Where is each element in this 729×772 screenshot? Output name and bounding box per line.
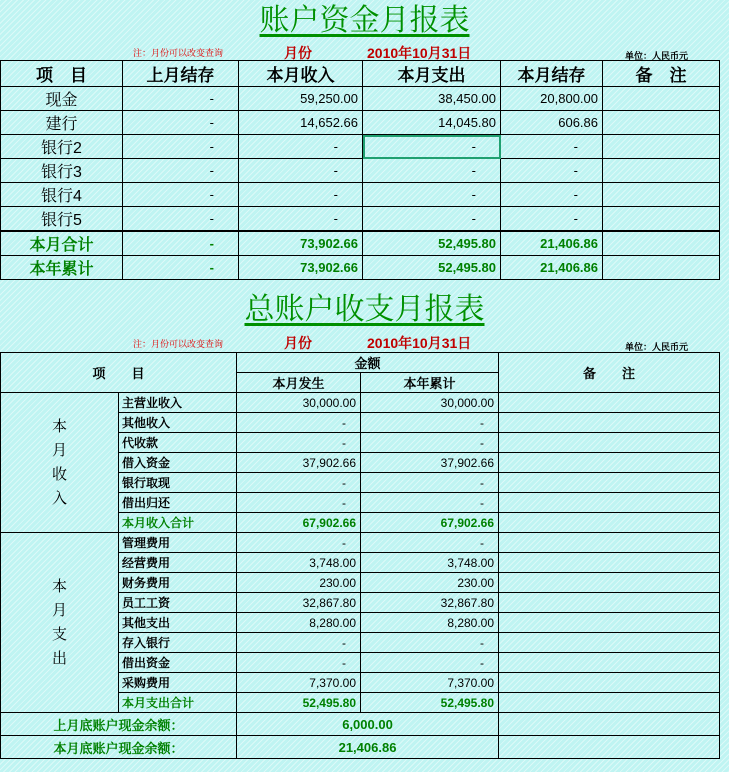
row-label[interactable]: 银行取现 [119, 473, 237, 493]
table-row [1, 87, 720, 111]
report2-note: 注：月份可以改变查询 [133, 339, 224, 349]
cell-remark[interactable] [499, 693, 720, 713]
header-prev-balance: 上月结存 [123, 61, 239, 87]
row-label[interactable]: 借入资金 [119, 453, 237, 473]
ledger-table [0, 352, 720, 759]
cell-month[interactable]: 7,370.00 [237, 673, 361, 693]
cell-remark[interactable] [499, 473, 720, 493]
cell-year[interactable]: 8,280.00 [361, 613, 499, 633]
report1-date[interactable]: 2010年10月31日 [367, 45, 472, 61]
cell-month[interactable]: - [237, 473, 361, 493]
row-label[interactable]: 管理费用 [119, 533, 237, 553]
curr-cash-label[interactable]: 本月底账户现金余额： [1, 736, 237, 759]
cell-prev[interactable]: - [123, 231, 239, 256]
cell-balance[interactable]: 20,800.00 [501, 87, 603, 111]
cell-month[interactable]: - [237, 653, 361, 673]
row-label[interactable]: 借出资金 [119, 653, 237, 673]
total-row [1, 231, 720, 256]
cell-remark[interactable] [603, 135, 720, 159]
cell-income[interactable]: - [239, 183, 363, 207]
cell-remark[interactable] [499, 393, 720, 413]
cell-month[interactable]: 8,280.00 [237, 613, 361, 633]
cell-prev[interactable]: - [123, 183, 239, 207]
cell-year[interactable]: 230.00 [361, 573, 499, 593]
cell-month[interactable]: 30,000.00 [237, 393, 361, 413]
cell-balance[interactable]: - [501, 135, 603, 159]
cell-prev[interactable]: - [123, 111, 239, 135]
cell-balance[interactable]: 21,406.86 [501, 231, 603, 256]
report2-unit: 单位：人民币元 [625, 342, 689, 352]
row-label[interactable]: 现金 [1, 87, 123, 111]
cell-prev[interactable]: - [123, 135, 239, 159]
cell-month[interactable]: 32,867.80 [237, 593, 361, 613]
cell-balance[interactable]: - [501, 159, 603, 183]
row-label[interactable]: 银行3 [1, 159, 123, 183]
cell-remark[interactable] [603, 87, 720, 111]
cell-year[interactable]: 67,902.66 [361, 513, 499, 533]
account-fund-table [0, 60, 720, 280]
cell-expense[interactable]: 52,495.80 [363, 256, 501, 280]
row-label[interactable]: 财务费用 [119, 573, 237, 593]
prev-cash-value[interactable]: 6,000.00 [237, 713, 499, 736]
cell-month[interactable]: 230.00 [237, 573, 361, 593]
row-label[interactable]: 建行 [1, 111, 123, 135]
cell-year[interactable]: 30,000.00 [361, 393, 499, 413]
cell-income[interactable]: 73,902.66 [239, 231, 363, 256]
cell-remark[interactable] [499, 673, 720, 693]
row-label[interactable]: 本月合计 [1, 231, 123, 256]
cell-year[interactable]: - [361, 533, 499, 553]
cell-expense[interactable]: - [363, 183, 501, 207]
cell-income[interactable]: - [239, 159, 363, 183]
cell-balance[interactable]: 606.86 [501, 111, 603, 135]
header-remark: 备 注 [603, 61, 720, 87]
income-group-label: 本 月 收 入 [1, 393, 119, 533]
cell-income[interactable]: - [239, 135, 363, 159]
row-label[interactable]: 主营业收入 [119, 393, 237, 413]
row-label[interactable]: 其他支出 [119, 613, 237, 633]
cell-balance[interactable]: - [501, 183, 603, 207]
expense-group-label: 本 月 支 出 [1, 533, 119, 713]
header-item: 项 目 [1, 353, 237, 393]
cell-year[interactable]: 7,370.00 [361, 673, 499, 693]
cell-remark[interactable] [499, 493, 720, 513]
header-month: 本月发生 [237, 373, 361, 393]
cell-prev[interactable]: - [123, 159, 239, 183]
row-label[interactable]: 本月收入合计 [119, 513, 237, 533]
cell-year[interactable]: 32,867.80 [361, 593, 499, 613]
row-label[interactable]: 本月支出合计 [119, 693, 237, 713]
header-amount: 金额 [237, 353, 499, 373]
cell-remark[interactable] [603, 256, 720, 280]
cell-expense[interactable]: 52,495.80 [363, 231, 501, 256]
report1-note: 注：月份可以改变查询 [133, 48, 224, 58]
cell-remark[interactable] [499, 453, 720, 473]
row-label[interactable]: 其他收入 [119, 413, 237, 433]
row-label[interactable]: 采购费用 [119, 673, 237, 693]
row-label[interactable]: 存入银行 [119, 633, 237, 653]
cell-balance[interactable]: 21,406.86 [501, 256, 603, 280]
cell-income[interactable]: 14,652.66 [239, 111, 363, 135]
row-label[interactable]: 员工工资 [119, 593, 237, 613]
header-item: 项 目 [1, 61, 123, 87]
table-row [1, 533, 720, 553]
cell-remark[interactable] [603, 111, 720, 135]
cell-year[interactable]: - [361, 633, 499, 653]
header-month-expense: 本月支出 [363, 61, 501, 87]
cell-prev[interactable]: - [123, 87, 239, 111]
total-row [1, 256, 720, 280]
cell-income[interactable]: 59,250.00 [239, 87, 363, 111]
prev-cash-label[interactable]: 上月底账户现金余额： [1, 713, 237, 736]
table-row [1, 111, 720, 135]
cell-remark[interactable] [603, 207, 720, 232]
cell-remark[interactable] [603, 159, 720, 183]
report2-date[interactable]: 2010年10月31日 [367, 335, 472, 351]
cell-year[interactable]: 52,495.80 [361, 693, 499, 713]
cell-remark[interactable] [499, 713, 720, 736]
cell-remark[interactable] [499, 513, 720, 533]
report1-unit: 单位：人民币元 [625, 51, 689, 61]
cell-remark[interactable] [603, 231, 720, 256]
cell-remark[interactable] [499, 736, 720, 759]
row-label[interactable]: 本年累计 [1, 256, 123, 280]
cell-balance[interactable]: - [501, 207, 603, 232]
cell-remark[interactable] [499, 633, 720, 653]
cell-expense[interactable]: - [363, 159, 501, 183]
cell-month[interactable]: 37,902.66 [237, 453, 361, 473]
cell-remark[interactable] [499, 653, 720, 673]
cell-remark[interactable] [499, 413, 720, 433]
selected-cell[interactable]: - [363, 135, 501, 159]
cell-remark[interactable] [499, 593, 720, 613]
cell-income[interactable]: 73,902.66 [239, 256, 363, 280]
cell-month[interactable]: - [237, 633, 361, 653]
row-label[interactable]: 银行4 [1, 183, 123, 207]
row-label[interactable]: 借出归还 [119, 493, 237, 513]
header-year: 本年累计 [361, 373, 499, 393]
cell-remark[interactable] [603, 183, 720, 207]
table-row [1, 159, 720, 183]
cell-year[interactable]: - [361, 493, 499, 513]
cell-remark[interactable] [499, 573, 720, 593]
report2-month-label: 月份 [284, 335, 312, 351]
cell-prev[interactable]: - [123, 256, 239, 280]
cell-month[interactable]: 3,748.00 [237, 553, 361, 573]
table-header-row [1, 61, 720, 87]
cell-month[interactable]: - [237, 413, 361, 433]
table-row [1, 207, 720, 232]
cell-expense[interactable]: - [363, 207, 501, 232]
cell-month[interactable]: - [237, 433, 361, 453]
cell-year[interactable]: - [361, 413, 499, 433]
report1-month-label: 月份 [284, 45, 312, 61]
cell-month[interactable]: - [237, 493, 361, 513]
cell-expense[interactable]: 14,045.80 [363, 111, 501, 135]
row-label[interactable]: 代收款 [119, 433, 237, 453]
cell-year[interactable]: 3,748.00 [361, 553, 499, 573]
header-month-balance: 本月结存 [501, 61, 603, 87]
row-label[interactable]: 银行5 [1, 207, 123, 232]
cell-year[interactable]: 37,902.66 [361, 453, 499, 473]
table-row [1, 183, 720, 207]
table-header-row [1, 353, 720, 373]
row-label[interactable]: 经营费用 [119, 553, 237, 573]
table-row [1, 135, 720, 159]
header-month-income: 本月收入 [239, 61, 363, 87]
cell-prev[interactable]: - [123, 207, 239, 232]
cell-remark[interactable] [499, 533, 720, 553]
report2-title: 总账户收支月报表 [244, 292, 485, 327]
curr-cash-value[interactable]: 21,406.86 [237, 736, 499, 759]
cell-remark[interactable] [499, 433, 720, 453]
report1-title: 账户资金月报表 [259, 3, 470, 38]
cell-remark[interactable] [499, 613, 720, 633]
cell-income[interactable]: - [239, 207, 363, 232]
header-remark: 备 注 [499, 353, 720, 393]
cell-month[interactable]: 52,495.80 [237, 693, 361, 713]
cell-month[interactable]: - [237, 533, 361, 553]
table-row [1, 393, 720, 413]
row-label[interactable]: 银行2 [1, 135, 123, 159]
curr-cash-balance-row [1, 736, 720, 759]
prev-cash-balance-row [1, 713, 720, 736]
cell-year[interactable]: - [361, 473, 499, 493]
cell-remark[interactable] [499, 553, 720, 573]
cell-month[interactable]: 67,902.66 [237, 513, 361, 533]
cell-year[interactable]: - [361, 653, 499, 673]
cell-expense[interactable]: 38,450.00 [363, 87, 501, 111]
cell-year[interactable]: - [361, 433, 499, 453]
